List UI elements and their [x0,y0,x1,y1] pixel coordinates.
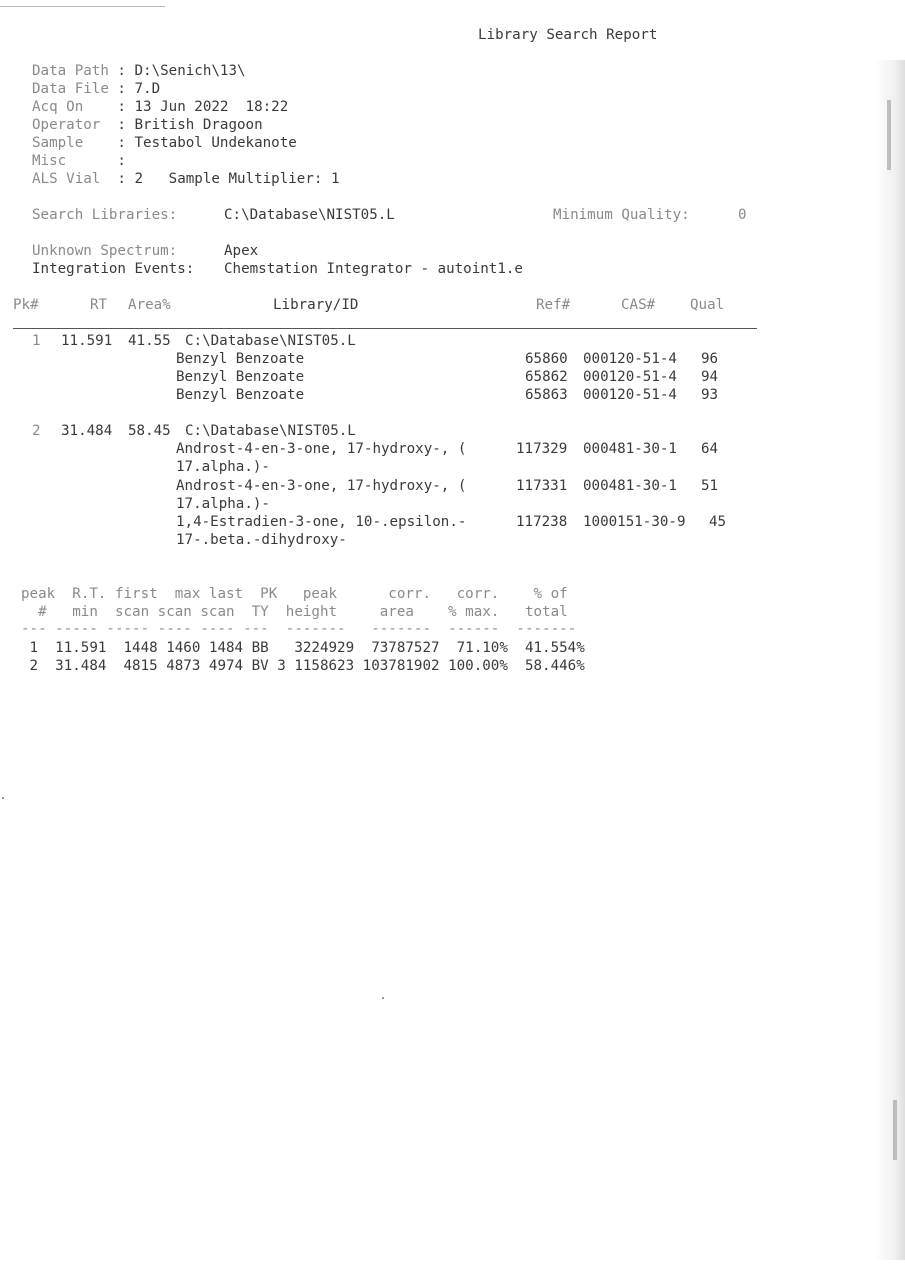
peak-table-row: 1 11.591 1448 1460 1484 BB 3224929 73787527 71.10% 41.554% [21,640,585,656]
hit-cas: 000120-51-4 [583,369,677,385]
hit-name: Androst-4-en-3-one, 17-hydroxy-, ( [176,478,467,494]
hit-name-continued: 17.alpha.)- [176,496,270,512]
peak-library: C:\Database\NIST05.L [185,333,356,349]
peak-table-divider: --- ----- ----- ---- ---- --- ------- ------- ------ ------- [21,621,577,637]
header-label: Misc [32,153,118,169]
col-header-cas: CAS# [621,297,656,313]
hit-cas: 000120-51-4 [583,351,677,367]
peak-rt: 11.591 [61,333,113,349]
peak-number: 1 [32,333,41,349]
hit-qual: 64 [701,441,719,457]
col-header-library-id: Library/ID [273,297,359,313]
peak-table-header-2: # min scan scan scan TY height area % max. total [21,604,568,620]
col-header-pk: Pk# [13,297,39,313]
hit-ref: 117238 [516,514,568,530]
col-header-qual: Qual [690,297,725,313]
col-header-ref: Ref# [536,297,571,313]
search-libraries-label: Search Libraries: [32,207,178,223]
header-value: : [117,153,126,169]
header-value: : British Dragoon [117,117,263,133]
header-row-operator [32,116,263,134]
hit-qual: 96 [701,351,719,367]
hit-ref: 117329 [516,441,568,457]
unknown-spectrum-value: Apex [224,243,259,259]
header-row-als-vial [32,170,340,188]
hit-cas: 1000151-30-9 [583,514,686,530]
header-row-misc [32,152,126,170]
hit-name: Benzyl Benzoate [176,369,305,385]
header-label: Acq On [32,99,118,115]
peak-rt: 31.484 [61,423,113,439]
hit-qual: 51 [701,478,719,494]
scan-edge-mark [893,1100,897,1160]
hit-name: Androst-4-en-3-one, 17-hydroxy-, ( [176,441,467,457]
header-label: Data Path [32,63,118,79]
hit-cas: 000481-30-1 [583,441,677,457]
min-quality-value: 0 [738,207,747,223]
peak-library: C:\Database\NIST05.L [185,423,356,439]
hit-ref: 65863 [525,387,568,403]
hit-qual: 94 [701,369,719,385]
scan-edge-shadow [875,60,905,1260]
header-value: : D:\Senich\13\ [117,63,246,79]
hit-name-continued: 17-.beta.-dihydroxy- [176,532,347,548]
header-label: Data File [32,81,118,97]
unknown-spectrum-label: Unknown Spectrum: [32,243,178,259]
header-row-acq-on [32,98,288,116]
scan-artifact-line [0,6,165,7]
hit-cas: 000481-30-1 [583,478,677,494]
header-value: : 13 Jun 2022 18:22 [117,99,289,115]
scan-edge-mark [887,100,891,170]
scan-speck [2,797,4,799]
hit-qual: 93 [701,387,719,403]
peak-area: 58.45 [128,423,171,439]
hit-ref: 65860 [525,351,568,367]
header-row-data-path [32,62,246,80]
min-quality-label: Minimum Quality: [553,207,690,223]
header-label: Sample [32,135,118,151]
header-value: : 2 Sample Multiplier: 1 [117,171,340,187]
peak-table-header-1: peak R.T. first max last PK peak corr. corr. % of [21,586,568,602]
hit-ref: 65862 [525,369,568,385]
header-value: : 7.D [117,81,161,97]
hit-name: Benzyl Benzoate [176,351,305,367]
header-label: ALS Vial [32,171,118,187]
hit-cas: 000120-51-4 [583,387,677,403]
integration-events-label: Integration Events: [32,261,195,277]
hit-name: Benzyl Benzoate [176,387,305,403]
header-row-sample [32,134,297,152]
header-value: : Testabol Undekanote [117,135,297,151]
hit-name-continued: 17.alpha.)- [176,459,270,475]
hit-name: 1,4-Estradien-3-one, 10-.epsilon.- [176,514,467,530]
col-header-area: Area% [128,297,171,313]
integration-events-value: Chemstation Integrator - autoint1.e [224,261,523,277]
hit-ref: 117331 [516,478,568,494]
peak-table-row: 2 31.484 4815 4873 4974 BV 3 1158623 103781902 100.00% 58.446% [21,658,585,674]
search-libraries-value: C:\Database\NIST05.L [224,207,395,223]
scan-speck [382,997,384,999]
hits-table-divider [13,328,757,329]
header-label: Operator [32,117,118,133]
hit-qual: 45 [709,514,727,530]
peak-number: 2 [32,423,41,439]
header-row-data-file [32,80,160,98]
peak-area: 41.55 [128,333,171,349]
col-header-rt: RT [90,297,108,313]
report-title: Library Search Report [478,27,658,43]
